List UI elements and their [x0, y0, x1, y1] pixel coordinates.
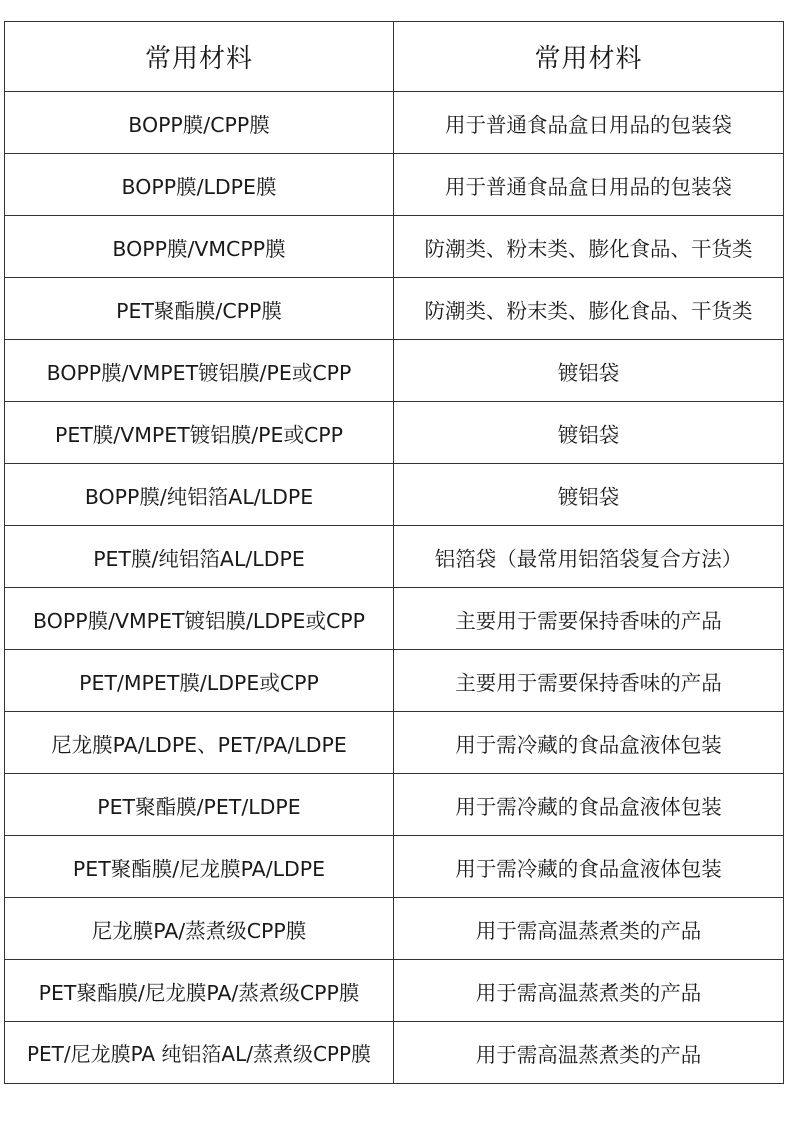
material-cell: PET/MPET膜/LDPE或CPP — [5, 650, 394, 712]
table-row — [5, 898, 784, 960]
material-cell: PET膜/纯铝箔AL/LDPE — [5, 526, 394, 588]
usage-cell: 主要用于需要保持香味的产品 — [394, 650, 784, 712]
material-cell: BOPP膜/CPP膜 — [5, 92, 394, 154]
usage-cell: 镀铝袋 — [394, 340, 784, 402]
table-row — [5, 526, 784, 588]
table-row — [5, 402, 784, 464]
header-material: 常用材料 — [5, 22, 394, 92]
header-usage: 常用材料 — [394, 22, 784, 92]
table-row — [5, 92, 784, 154]
table-row — [5, 278, 784, 340]
usage-cell: 用于普通食品盒日用品的包装袋 — [394, 92, 784, 154]
table-row — [5, 154, 784, 216]
table-row — [5, 836, 784, 898]
material-cell: PET聚酯膜/PET/LDPE — [5, 774, 394, 836]
material-cell: BOPP膜/VMPET镀铝膜/LDPE或CPP — [5, 588, 394, 650]
usage-cell: 镀铝袋 — [394, 464, 784, 526]
table-row — [5, 712, 784, 774]
usage-cell: 用于需高温蒸煮类的产品 — [394, 1022, 784, 1084]
material-cell: BOPP膜/纯铝箔AL/LDPE — [5, 464, 394, 526]
table-row — [5, 464, 784, 526]
usage-cell: 主要用于需要保持香味的产品 — [394, 588, 784, 650]
material-cell: BOPP膜/VMCPP膜 — [5, 216, 394, 278]
material-cell: PET/尼龙膜PA 纯铝箔AL/蒸煮级CPP膜 — [5, 1022, 394, 1084]
table-row — [5, 1022, 784, 1084]
usage-cell: 用于需冷藏的食品盒液体包装 — [394, 712, 784, 774]
table-row — [5, 216, 784, 278]
material-cell: PET聚酯膜/CPP膜 — [5, 278, 394, 340]
material-cell: 尼龙膜PA/蒸煮级CPP膜 — [5, 898, 394, 960]
material-cell: PET聚酯膜/尼龙膜PA/蒸煮级CPP膜 — [5, 960, 394, 1022]
table-header-row — [5, 22, 784, 92]
material-cell: BOPP膜/VMPET镀铝膜/PE或CPP — [5, 340, 394, 402]
usage-cell: 用于需高温蒸煮类的产品 — [394, 898, 784, 960]
material-cell: PET膜/VMPET镀铝膜/PE或CPP — [5, 402, 394, 464]
usage-cell: 铝箔袋（最常用铝箔袋复合方法） — [394, 526, 784, 588]
usage-cell: 防潮类、粉末类、膨化食品、干货类 — [394, 216, 784, 278]
materials-table — [4, 21, 784, 1084]
material-cell: BOPP膜/LDPE膜 — [5, 154, 394, 216]
table-row — [5, 774, 784, 836]
usage-cell: 用于需冷藏的食品盒液体包装 — [394, 774, 784, 836]
table-row — [5, 340, 784, 402]
usage-cell: 防潮类、粉末类、膨化食品、干货类 — [394, 278, 784, 340]
usage-cell: 镀铝袋 — [394, 402, 784, 464]
usage-cell: 用于需高温蒸煮类的产品 — [394, 960, 784, 1022]
usage-cell: 用于需冷藏的食品盒液体包装 — [394, 836, 784, 898]
material-cell: PET聚酯膜/尼龙膜PA/LDPE — [5, 836, 394, 898]
table-row — [5, 650, 784, 712]
usage-cell: 用于普通食品盒日用品的包装袋 — [394, 154, 784, 216]
table-row — [5, 588, 784, 650]
material-cell: 尼龙膜PA/LDPE、PET/PA/LDPE — [5, 712, 394, 774]
table-row — [5, 960, 784, 1022]
